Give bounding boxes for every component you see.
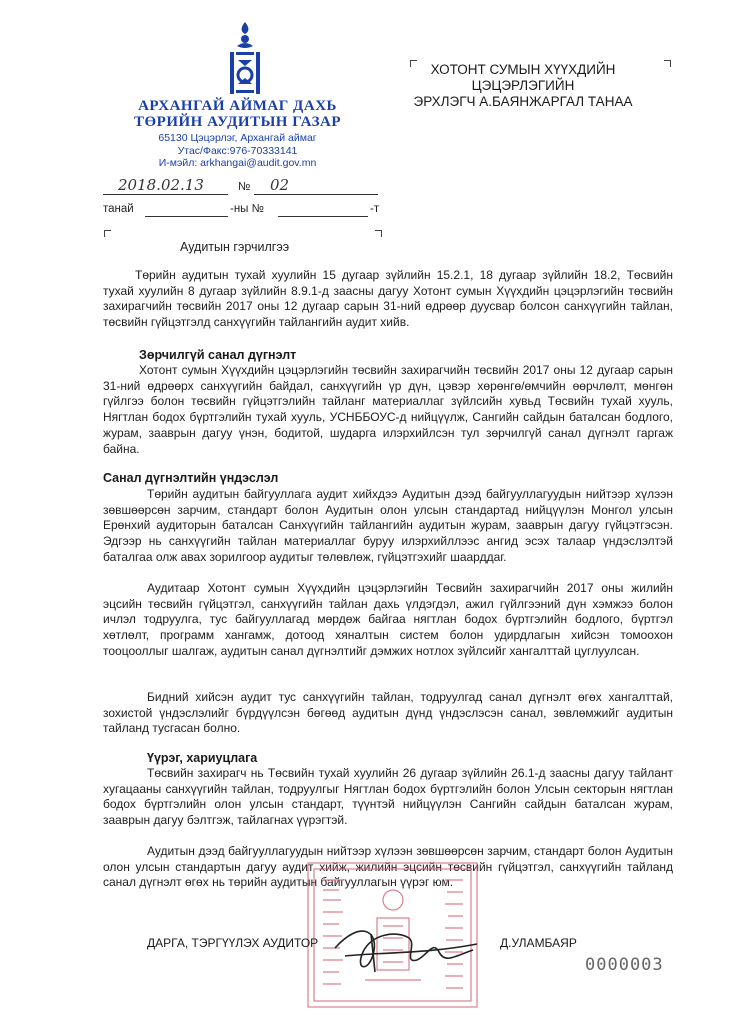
date-handwritten: 2018.02.13: [118, 176, 204, 194]
phone-text: Утас/Факс:976-70333141: [177, 144, 298, 157]
number-underline: [254, 194, 378, 195]
number-handwritten: 02: [270, 176, 290, 194]
signatory-name: Д.УЛАМБАЯР: [500, 936, 577, 950]
date-underline: [103, 194, 228, 195]
soyombo-emblem-icon: [222, 20, 268, 100]
number-label: №: [238, 181, 251, 193]
signatory-title: ДАРГА, ТЭРГҮҮЛЭХ АУДИТОР: [147, 936, 319, 950]
address-text: 65130 Цэцэрлэг, Архангай аймаг: [158, 132, 317, 144]
ref-mid: -ны №: [230, 203, 264, 215]
organization-contacts: [100, 132, 375, 170]
responsibility-paragraph-2: Аудитын дээд байгууллагуудын нийтээр хүлээн зөвшөөрсөн зарчим, стандарт болон Аудитын олон улсын стандартын дагуу аудит хийж, жилийн эцсийн төсвийн гүйцэтгэл, санхүүгийн тайланд санал дүгнэлт өгөх нь төрийн аудитын байгууллагын үүрэг юм.: [103, 844, 673, 890]
corner-mark-right: [375, 230, 382, 237]
organization-name-line1: АРХАНГАЙ АЙМАГ ДАХЬ: [138, 98, 337, 114]
ref-date-underline: [145, 216, 228, 217]
opinion-paragraph: Хотонт сумын Хүүхдийн цэцэрлэгийн төсвийн захирагчийн төсвийн 2017 оны 12 дугаар сарын 31-ний өдрөөрх санхүүгийн байдал, санхүүгийн үр дүн, цэвэр хөрөнгө/өмчийн өөрчлөлт, мөнгөн гүйлгээ болон төсвийн гүйцэтгэлийн тайланг материаллаг зүйлсийн хувьд Төсвийн тухай хууль, Нягтлан бодох бүртгэлийн тухай хууль, УСНББОУС-д нийцүүлж, Сангийн сайдын баталсан бодлого, журам, зааврын дагуу үнэн, бодитой, шударга илэрхийлсэн тул зөрчилгүй санал дүгнэлт гаргаж байна.: [103, 363, 673, 456]
ref-number-underline: [278, 216, 368, 217]
addressee-block: [378, 62, 668, 110]
email-text: И-мэйл: arkhangai@audit.gov.mn: [158, 157, 317, 169]
addressee-line1: ХОТОНТ СУМЫН ХҮҮХДИЙН ЦЭЦЭРЛЭГИЙН: [430, 62, 616, 93]
basis-paragraph-3: Бидний хийсэн аудит тус санхүүгийн тайлан, тодруулгад санал дүгнэлт өгөх хангалттай, зохистой үндэслэлийг бүрдүүлсэн бөгөөд аудитын дүнд үндэслэсэн санал, зөвлөмжийг аудитын тайланд тусгасан болно.: [103, 690, 673, 736]
section-heading-opinion: Зөрчилгүй санал дүгнэлт: [139, 348, 297, 362]
intro-paragraph: Төрийн аудитын тухай хуулийн 15 дугаар зүйлийн 15.2.1, 18 дугаар зүйлийн 18.2, Төсвийн тухай хуулийн 8 дугаар зүйлийн 8.9.1-д заасны дагуу Хотонт сумын Хүүхдийн цэцэрлэгийн төсвийн захирагчийн төсвийн 2017 оны 12 дугаар сарын 31-ний өдрөөр дуусвар болсон санхүүгийн тайлан, төсвийн гүйцэтгэлд санхүүгийн тайлангийн аудит хийв.: [103, 268, 673, 330]
responsibility-paragraph-1: Төсвийн захирагч нь Төсвийн тухай хуулийн 26 дугаар зүйлийн 26.1-д заасны дагуу тайлант хугацааны санхүүгийн тайлан, тодруулгыг Нягтлан бодох бүртгэлийн болон Улсын секторын нягтлан бодох бүртгэлийн олон улсын стандарт, түүнтэй нийцүүлэн Сангийн сайдын баталсан журам, зааврын дагуу бэлтгэж, тайлагнах үүрэгтэй.: [103, 766, 673, 828]
ref-suffix: -т: [370, 203, 380, 215]
document-serial-number: 0000003: [585, 955, 664, 975]
official-stamp-icon: [305, 860, 480, 1010]
basis-paragraph-1: Төрийн аудитын байгууллага аудит хийхдээ Аудитын дээд байгууллагуудын нийтээр хүлээн зөвшөөрсөн зарчим, стандарт болон Аудитын олон улсын стандартад нийцүүлэн Монгол улсын Ерөнхий аудиторын баталсан Санхүүгийн тайлангийн аудитын журам, зааврын дагуу гүйцэтгэсэн. Эдгээр нь санхүүгийн тайлан материаллаг буруу илэрхийллээс ангид эсэх талаар үндэслэлтэй баталгаа олж авах зорилгоор аудитыг төлөвлөж, гүйцэтгэхийг шаарддаг.: [103, 487, 673, 564]
corner-mark-left: [104, 230, 111, 237]
organization-name-line2: ТӨРИЙН АУДИТЫН ГАЗАР: [133, 114, 341, 130]
basis-paragraph-2: Аудитаар Хотонт сумын Хүүхдийн цэцэрлэгийн Төсвийн захирагчийн 2017 оны жилийн эцсийн төсвийн гүйцэтгэл, санхүүгийн тайлан дахь үлдэгдэл, ажил гүйлгээний дүн хэмжээ болон ичлэл тодруулга, тус байгууллагад мөрдөж байгаа нягтлан бодох бүртгэлийн бодлого, бүртгэл хөтлөлт, программ хангамж, дотоод хяналтын систем болон удирдлагын хийсэн томоохон тооцооллыг шалгаж, аудитын санал дүгнэлтийг дэмжих нотлох зүйлсийг хангалттай цуглуулсан.: [103, 581, 673, 658]
organization-name: [100, 98, 375, 130]
section-heading-responsibility: Үүрэг, хариуцлага: [147, 751, 258, 765]
document-title: Аудитын гэрчилгээ: [180, 240, 290, 254]
ref-prefix: танай: [103, 203, 134, 215]
section-heading-basis: Санал дүгнэлтийн үндэслэл: [103, 471, 279, 485]
addressee-line2: ЭРХЛЭГЧ А.БАЯНЖАРГАЛ ТАНАА: [413, 94, 633, 109]
